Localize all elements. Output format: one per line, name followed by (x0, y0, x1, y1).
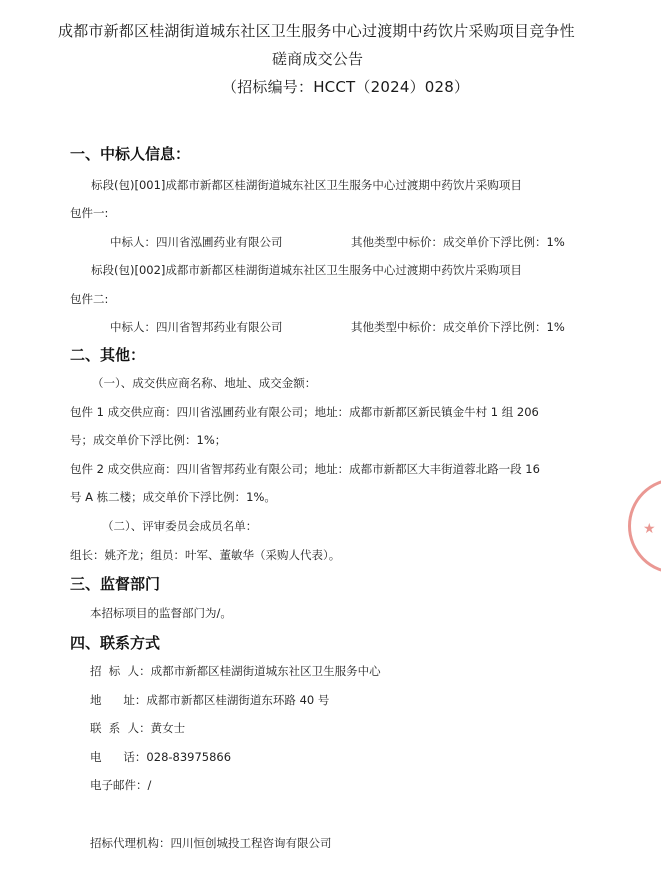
document-title-line2: 磋商成交公告 (272, 50, 364, 68)
lot1-winner: 中标人：四川省泓圃药业有限公司 (110, 235, 283, 249)
contact-phone: 电 话：028-83975866 (90, 750, 232, 764)
package2-line2: 号 A 栋二楼；成交单价下浮比例：1%。 (70, 490, 276, 504)
lot1-description: 标段(包)[001]成都市新都区桂湖街道城东社区卫生服务中心过渡期中药饮片采购项目 (91, 178, 522, 192)
section4-heading: 四、联系方式 (70, 634, 161, 652)
section2-sub1: （一）、成交供应商名称、地址、成交金额： (92, 376, 317, 390)
lot2-price: 其他类型中标价：成交单价下浮比例：1% (351, 320, 565, 334)
package1-line1: 包件 1 成交供应商：四川省泓圃药业有限公司；地址：成都市新都区新民镇金牛村 1 组 206 (70, 405, 539, 419)
section1-heading: 一、中标人信息： (70, 145, 191, 163)
section2-sub2: （二）、评审委员会成员名单： (102, 519, 258, 533)
section2-heading: 二、其他： (70, 346, 146, 364)
supervision-text: 本招标项目的监督部门为/。 (90, 606, 232, 620)
contact-person: 联 系 人：黄女士 (90, 721, 186, 735)
package1-line2: 号；成交单价下浮比例：1%； (70, 433, 227, 447)
lot2-winner: 中标人：四川省智邦药业有限公司 (110, 320, 283, 334)
tender-number: （招标编号：HCCT（2024）028） (222, 78, 470, 96)
official-seal-stamp (628, 478, 661, 574)
contact-address: 地 址：成都市新都区桂湖街道东环路 40 号 (90, 693, 330, 707)
package2-line1: 包件 2 成交供应商：四川省智邦药业有限公司；地址：成都市新都区大丰街道蓉北路一段 16 (70, 462, 540, 476)
lot1-price: 其他类型中标价：成交单价下浮比例：1% (351, 235, 565, 249)
contact-email: 电子邮件：/ (90, 778, 152, 792)
agency-line: 招标代理机构：四川恒创城投工程咨询有限公司 (90, 836, 332, 850)
seal-star-icon: ★ (643, 521, 656, 537)
lot2-package: 包件二: (70, 292, 109, 306)
contact-tenderer: 招 标 人：成都市新都区桂湖街道城东社区卫生服务中心 (90, 664, 381, 678)
lot2-description: 标段(包)[002]成都市新都区桂湖街道城东社区卫生服务中心过渡期中药饮片采购项目 (91, 263, 522, 277)
section3-heading: 三、监督部门 (70, 575, 161, 593)
lot1-package: 包件一: (70, 206, 109, 220)
committee-list: 组长：姚齐龙；组员：叶军、董敏华（采购人代表）。 (70, 548, 341, 562)
document-title-line1: 成都市新都区桂湖街道城东社区卫生服务中心过渡期中药饮片采购项目竞争性 (58, 22, 575, 40)
